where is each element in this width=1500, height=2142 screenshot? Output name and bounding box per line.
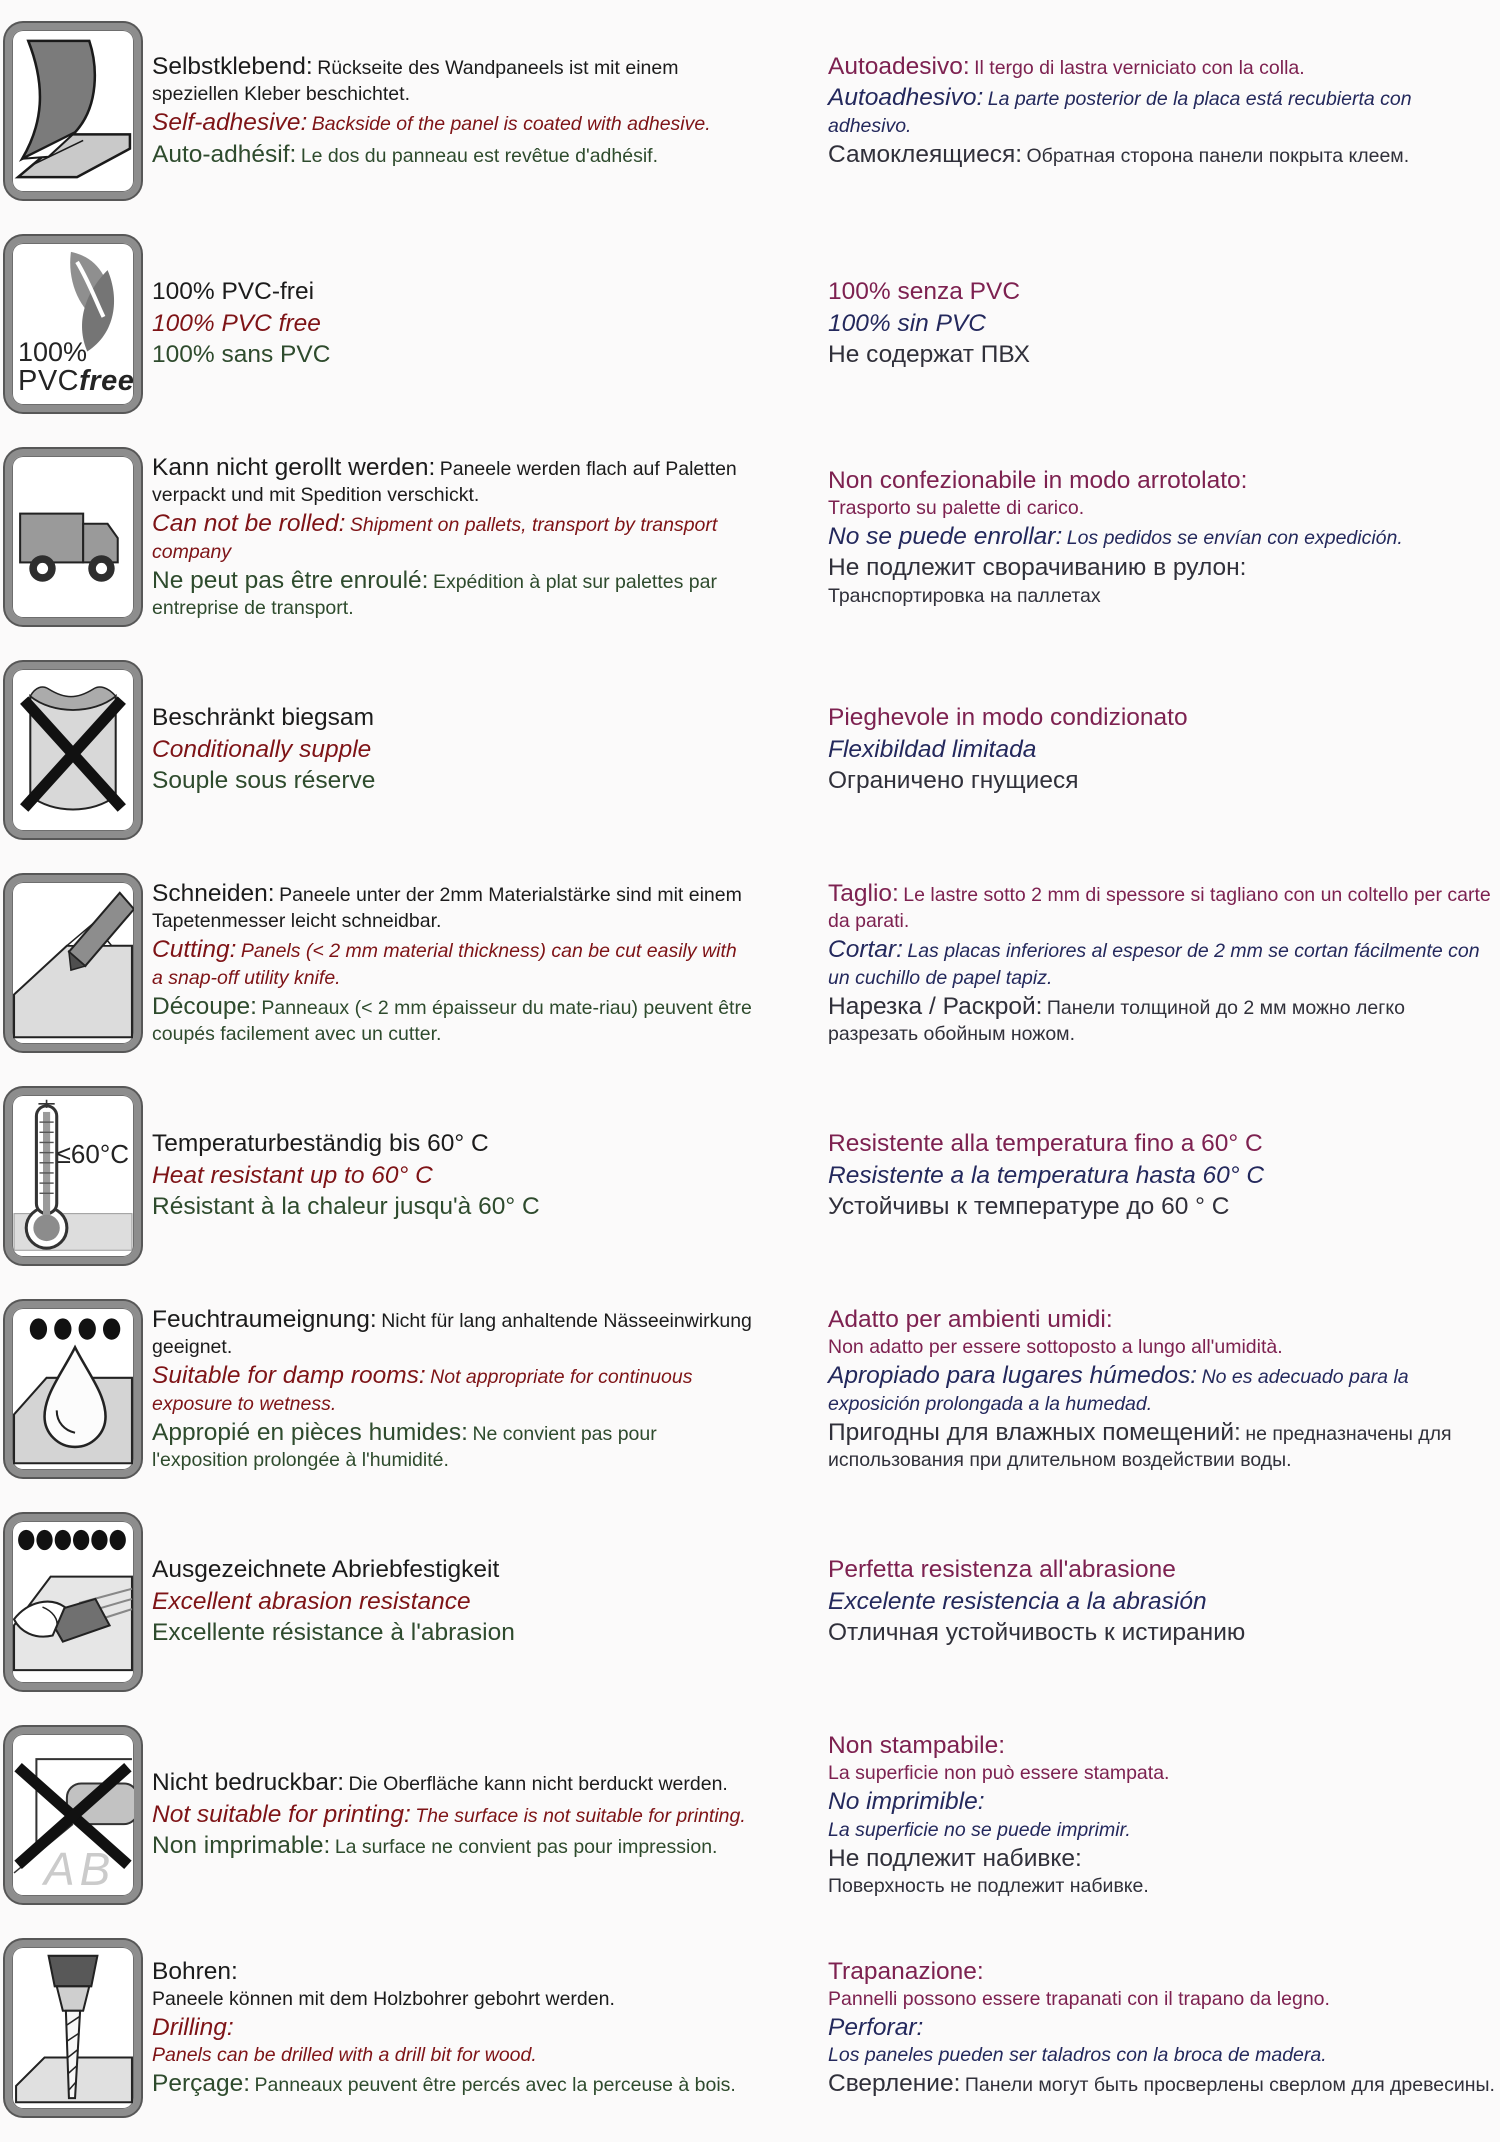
head-text: Suitable for damp rooms:	[152, 1362, 426, 1390]
text-de	[152, 1554, 752, 1585]
feature-row-not-printable	[0, 1708, 1500, 1921]
head-text: Schneiden:	[152, 880, 275, 908]
body-text: Le lastre sotto 2 mm di spessore si tagliano con un coltello per carte da parati.	[828, 884, 1491, 933]
head-text: Excelente resistencia a la abrasión	[828, 1587, 1207, 1615]
head-text: Autoadesivo:	[828, 52, 970, 80]
text-left	[152, 1767, 760, 1861]
text-de	[152, 452, 752, 508]
text-right	[828, 1554, 1500, 1648]
head-text: Не содержат ПВХ	[828, 341, 1031, 369]
head-text: Kann nicht gerollt werden:	[152, 454, 436, 482]
head-text: Heat resistant up to 60° C	[152, 1161, 433, 1189]
text-right	[828, 51, 1500, 170]
text-fr	[152, 1617, 752, 1648]
icon-cell	[0, 1495, 152, 1708]
feature-row-self-adhesive	[0, 4, 1500, 217]
text-right	[828, 702, 1500, 796]
text-it	[828, 1730, 1496, 1786]
head-text: Taglio:	[828, 880, 899, 908]
text-ru	[828, 552, 1496, 608]
text-it	[828, 878, 1496, 934]
head-text: Self-adhesive:	[152, 109, 308, 137]
text-it	[828, 276, 1496, 307]
head-text: 100% sin PVC	[828, 309, 986, 337]
text-left	[152, 878, 760, 1047]
text-es	[828, 934, 1496, 990]
text-ru	[828, 2068, 1496, 2099]
body-text: The surface is not suitable for printing.	[415, 1804, 746, 1827]
body-text: Paneele können mit dem Holzbohrer gebohrt werden.	[152, 1987, 615, 2010]
head-text: Cortar:	[828, 936, 903, 964]
text-left	[152, 1304, 760, 1473]
head-text: Conditionally supple	[152, 735, 372, 763]
text-left	[152, 1554, 760, 1648]
damp-icon	[5, 1301, 141, 1477]
text-es	[828, 1360, 1496, 1416]
text-de	[152, 878, 752, 934]
text-es	[828, 1160, 1496, 1191]
body-text: Ne convient pas pour l'exposition prolongée à l'humidité.	[152, 1422, 657, 1472]
text-ru	[828, 339, 1496, 370]
head-text: Beschränkt biegsam	[152, 704, 374, 732]
body-text: La surface ne convient pas pour impression.	[334, 1836, 718, 1859]
icon-cell	[0, 4, 152, 217]
text-en	[152, 2012, 752, 2068]
text-es	[828, 2012, 1496, 2068]
temperature-icon	[5, 1088, 141, 1264]
body-text: Non adatto per essere sottoposto a lungo all'umidità.	[828, 1336, 1283, 1359]
text-es	[828, 1786, 1496, 1842]
head-text: Apropiado para lugares húmedos:	[828, 1362, 1198, 1390]
head-text: 100% senza PVC	[828, 278, 1021, 306]
text-it	[828, 465, 1496, 521]
peel-icon	[5, 23, 141, 199]
text-es	[828, 521, 1496, 552]
head-text: No imprimible:	[828, 1788, 985, 1816]
body-text: Die Oberfläche kann nicht berduckt werden.	[348, 1773, 728, 1796]
head-text: Excellente résistance à l'abrasion	[152, 1619, 515, 1647]
text-ru	[828, 765, 1496, 796]
text-ru	[828, 1417, 1496, 1473]
body-text: Expédition à plat sur palettes par entreprise de transport.	[152, 570, 717, 620]
body-text: Pannelli possono essere trapanati con il trapano da legno.	[828, 1987, 1330, 2010]
text-it	[828, 702, 1496, 733]
text-en	[152, 934, 752, 990]
icon-cell	[0, 217, 152, 430]
head-text: Устойчивы к температуре до 60 ° C	[828, 1193, 1230, 1221]
text-en	[152, 734, 752, 765]
text-en	[152, 508, 752, 564]
text-it	[828, 1956, 1496, 2012]
text-right	[828, 1128, 1500, 1222]
text-it	[828, 1304, 1496, 1360]
text-left	[152, 452, 760, 621]
text-de	[152, 1128, 752, 1159]
text-right	[828, 276, 1500, 370]
head-text: Ограничено гнущиеся	[828, 767, 1079, 795]
text-fr	[152, 139, 752, 170]
head-text: Самоклеящиеся:	[828, 140, 1023, 168]
head-text: Perfetta resistenza all'abrasione	[828, 1556, 1176, 1584]
icon-cell	[0, 643, 152, 856]
text-fr	[152, 2068, 752, 2099]
body-text: Trasporto su palette di carico.	[828, 496, 1085, 519]
cutting-icon	[5, 875, 141, 1051]
body-text: Обратная сторона панели покрыта клеем.	[1026, 144, 1410, 167]
head-text: Pieghevole in modo condizionato	[828, 704, 1188, 732]
text-ru	[828, 1617, 1496, 1648]
text-de	[152, 1956, 752, 2012]
text-left	[152, 51, 760, 170]
head-text: Сверление:	[828, 2070, 961, 2098]
head-text: Découpe:	[152, 992, 257, 1020]
feature-row-limited-flex	[0, 643, 1500, 856]
head-text: Нарезка / Раскрой:	[828, 992, 1043, 1020]
text-fr	[152, 1830, 752, 1861]
text-de	[152, 702, 752, 733]
text-en	[152, 107, 752, 138]
head-text: Cutting:	[152, 936, 237, 964]
head-text: Temperaturbeständig bis 60° C	[152, 1130, 489, 1158]
head-text: 100% sans PVC	[152, 341, 331, 369]
text-it	[828, 1554, 1496, 1585]
body-text: Транспортировка на паллетах	[828, 584, 1101, 607]
head-text: Пригодны для влажных помещений:	[828, 1418, 1241, 1446]
text-fr	[152, 765, 752, 796]
text-left	[152, 276, 760, 370]
body-text: No es adecuado para la exposición prolongada a la humedad.	[828, 1366, 1409, 1415]
head-text: Perforar:	[828, 2013, 924, 2041]
feature-row-pvc-free	[0, 217, 1500, 430]
icon-cell	[0, 1921, 152, 2134]
text-fr	[152, 565, 752, 621]
head-text: Не подлежит сворачиванию в рулон:	[828, 554, 1247, 582]
head-text: Selbstklebend:	[152, 52, 313, 80]
head-text: Non imprimable:	[152, 1832, 331, 1860]
body-text: Rückseite des Wandpaneels ist mit einem speziellen Kleber beschichtet.	[152, 56, 679, 106]
text-right	[828, 878, 1500, 1047]
feature-row-not-rollable	[0, 430, 1500, 643]
head-text: Trapanazione:	[828, 1957, 984, 1985]
text-en	[152, 1799, 752, 1830]
head-text: Non confezionabile in modo arrotolato:	[828, 466, 1248, 494]
body-text: Paneele unter der 2mm Materialstärke sind mit einem Tapetenmesser leicht schneidbar.	[152, 884, 742, 933]
text-left	[152, 1128, 760, 1222]
text-left	[152, 1956, 760, 2100]
text-en	[152, 1586, 752, 1617]
feature-row-cutting	[0, 856, 1500, 1069]
text-de	[152, 1767, 752, 1798]
icon-cell	[0, 1708, 152, 1921]
text-right	[828, 1956, 1500, 2100]
head-text: Resistente alla temperatura fino a 60° C	[828, 1130, 1263, 1158]
feature-row-heat-resistance	[0, 1069, 1500, 1282]
icon-cell	[0, 1069, 152, 1282]
body-text: Il tergo di lastra verniciato con la colla.	[974, 56, 1305, 79]
head-text: Flexibildad limitada	[828, 735, 1037, 763]
text-right	[828, 1304, 1500, 1473]
text-fr	[152, 1191, 752, 1222]
text-ru	[828, 991, 1496, 1047]
head-text: 100% PVC-frei	[152, 278, 315, 306]
body-text: Панели толщиной до 2 мм можно легко разрезать обойным ножом.	[828, 996, 1405, 1046]
text-de	[152, 1304, 752, 1360]
head-text: Not suitable for printing:	[152, 1800, 411, 1828]
head-text: Can not be rolled:	[152, 510, 346, 538]
body-text: Panneaux (< 2 mm épaisseur du mate-riau) peuvent être coupés facilement avec un cutter.	[152, 996, 752, 1046]
text-left	[152, 702, 760, 796]
body-text: Las placas inferiores al espesor de 2 mm se cortan fácilmente con un cuchillo de papel tapiz.	[828, 940, 1480, 989]
no-print-icon	[5, 1727, 141, 1903]
text-es	[828, 308, 1496, 339]
body-text: Los paneles pueden ser taladros con la broca de madera.	[828, 2044, 1327, 2067]
pvc-free-word	[18, 366, 134, 396]
head-text: Отличная устойчивость к истиранию	[828, 1619, 1246, 1647]
body-text: Panels (< 2 mm material thickness) can be cut easily with a snap-off utility knife.	[152, 940, 737, 989]
truck-icon	[5, 449, 141, 625]
text-fr	[152, 991, 752, 1047]
body-text: La superficie no se puede imprimir.	[828, 1818, 1131, 1841]
text-fr	[152, 1417, 752, 1473]
text-ru	[828, 1843, 1496, 1899]
feature-row-drilling	[0, 1921, 1500, 2134]
text-en	[152, 1360, 752, 1416]
body-text: Nicht für lang anhaltende Nässeeinwirkung geeignet.	[152, 1310, 752, 1359]
head-text: Resistente a la temperatura hasta 60° C	[828, 1161, 1265, 1189]
head-text: Auto-adhésif:	[152, 140, 297, 168]
body-text: Los pedidos se envían con expedición.	[1066, 526, 1403, 549]
head-text: Ne peut pas être enroulé:	[152, 566, 429, 594]
text-es	[828, 1586, 1496, 1617]
text-de	[152, 51, 752, 107]
head-text: Autoadhesivo:	[828, 84, 984, 112]
pvc-free-label	[18, 338, 134, 397]
text-right	[828, 465, 1500, 609]
pvc-free-percent: 100%	[18, 336, 88, 367]
text-es	[828, 734, 1496, 765]
abrasion-icon	[5, 1514, 141, 1690]
head-text: Excellent abrasion resistance	[152, 1587, 471, 1615]
head-text: Non stampabile:	[828, 1732, 1006, 1760]
text-de	[152, 276, 752, 307]
body-text: Paneele werden flach auf Paletten verpackt und mit Spedition verschickt.	[152, 458, 737, 507]
text-it	[828, 1128, 1496, 1159]
head-text: Appropié en pièces humides:	[152, 1418, 468, 1446]
temperature-label: ≤60°C	[56, 1138, 129, 1169]
head-text: Souple sous réserve	[152, 767, 376, 795]
head-text: Ausgezeichnete Abriebfestigkeit	[152, 1556, 500, 1584]
head-text: Perçage:	[152, 2070, 251, 2098]
body-text: La superficie non può essere stampata.	[828, 1762, 1170, 1785]
body-text: не предназначены для использования при длительном воздействии воды.	[828, 1422, 1452, 1472]
no-bend-icon	[5, 662, 141, 838]
icon-cell	[0, 856, 152, 1069]
pvc-free-icon	[5, 236, 141, 412]
body-text: Backside of the panel is coated with adhesive.	[311, 113, 711, 136]
feature-row-abrasion	[0, 1495, 1500, 1708]
text-fr	[152, 339, 752, 370]
drill-icon	[5, 1940, 141, 2116]
head-text: Drilling:	[152, 2013, 234, 2041]
head-text: 100% PVC free	[152, 309, 321, 337]
text-it	[828, 51, 1496, 82]
text-ru	[828, 1191, 1496, 1222]
body-text: Панели могут быть просверлены сверлом для древесины.	[964, 2074, 1495, 2097]
icon-cell	[0, 1282, 152, 1495]
head-text: Adatto per ambienti umidi:	[828, 1306, 1113, 1334]
ab-watermark: AB	[44, 1842, 116, 1895]
text-es	[828, 82, 1496, 138]
icon-cell	[0, 430, 152, 643]
body-text: La parte posterior de la placa está recubierta con adhesivo.	[828, 88, 1412, 137]
body-text: Panels can be drilled with a drill bit for wood.	[152, 2044, 537, 2067]
body-text: Panneaux peuvent être percés avec la perceuse à bois.	[254, 2074, 736, 2097]
text-en	[152, 1160, 752, 1191]
body-text: Поверхность не подлежит набивке.	[828, 1875, 1149, 1898]
text-right	[828, 1730, 1500, 1899]
head-text: No se puede enrollar:	[828, 522, 1063, 550]
feature-row-damp-rooms	[0, 1282, 1500, 1495]
pvc-text: PVC	[18, 365, 80, 398]
head-text: Bohren:	[152, 1957, 238, 1985]
body-text: Le dos du panneau est revêtue d'adhésif.	[300, 144, 658, 167]
head-text: Не подлежит набивке:	[828, 1844, 1082, 1872]
head-text: Résistant à la chaleur jusqu'à 60° C	[152, 1193, 540, 1221]
text-ru	[828, 139, 1496, 170]
body-text: Shipment on pallets, transport by transport company	[152, 514, 718, 563]
free-text: free	[79, 365, 135, 398]
head-text: Nicht bedruckbar:	[152, 1769, 345, 1797]
head-text: Feuchtraumeignung:	[152, 1306, 377, 1334]
text-en	[152, 308, 752, 339]
body-text: Not appropriate for continuous exposure to wetness.	[152, 1366, 693, 1415]
